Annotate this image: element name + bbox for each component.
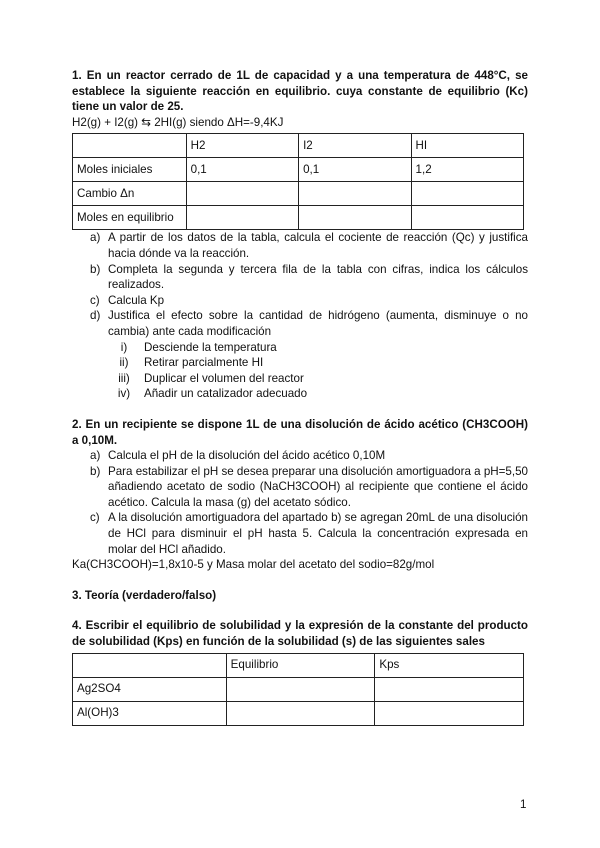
- list-item: [72, 448, 528, 464]
- sub-item-marker: i): [120, 340, 128, 354]
- sub-item-text: Retirar parcialmente HI: [144, 356, 264, 370]
- list-item: [72, 293, 528, 309]
- q1-equation: H2(g) + I2(g) ⇆ 2HI(g) siendo ΔH=-9,4KJ: [72, 115, 284, 129]
- page-number: 1: [520, 798, 527, 811]
- item-marker: b): [90, 262, 101, 276]
- table-row: [73, 701, 524, 725]
- table-cell: [375, 701, 524, 725]
- list-item: [72, 464, 528, 511]
- table-cell: 1,2: [411, 158, 523, 182]
- q1-title: 1. En un reactor cerrado de 1L de capacidad y a una temperatura de 448°C, se establece la siguiente reacción en equilibrio. cuya constante de equilibrio (Kc) tiene un valor de 25.: [72, 69, 528, 114]
- sub-item-marker: iii): [118, 371, 130, 385]
- table-cell: [299, 206, 411, 230]
- table-cell: [375, 677, 524, 701]
- table-row: [73, 182, 524, 206]
- sub-item: [72, 386, 528, 402]
- table-row: [73, 677, 524, 701]
- q4-table: [72, 653, 524, 726]
- table-cell: 0,1: [299, 158, 411, 182]
- item-text: Justifica el efecto sobre la cantidad de hidrógeno (aumenta, disminuye o no cambia) ante cada modificación: [108, 309, 528, 338]
- sub-item: [72, 355, 528, 371]
- q2-title: 2. En un recipiente se dispone 1L de una disolución de ácido acético (CH3COOH) a 0,10M.: [72, 417, 528, 447]
- table-cell: [411, 182, 523, 206]
- table-cell: [186, 206, 298, 230]
- sub-item: [72, 371, 528, 387]
- item-text: A la disolución amortiguadora del apartado b) se agregan 20mL de una disolución de HCl para disminuir el pH hasta 5. Calcula la concentración expresada en molar del HCl añadido.: [108, 511, 528, 556]
- table-cell: [73, 653, 227, 677]
- list-item: [72, 308, 528, 339]
- item-text: Calcula el pH de la disolución del ácido acético 0,10M: [108, 449, 386, 463]
- table-cell: I2: [299, 134, 411, 158]
- table-cell: [186, 182, 298, 206]
- table-cell: [73, 134, 187, 158]
- list-item: [72, 262, 528, 293]
- q4-title: 4. Escribir el equilibrio de solubilidad y la expresión de la constante del producto de solubilidad (Kps) en función de la solubilidad (s) de las siguientes sales: [72, 619, 528, 649]
- table-cell: H2: [186, 134, 298, 158]
- sub-item-text: Añadir un catalizador adecuado: [144, 387, 308, 401]
- table-cell: [411, 206, 523, 230]
- table-row: [73, 206, 524, 230]
- table-cell: Ag2SO4: [73, 677, 227, 701]
- q1-items: [72, 230, 528, 402]
- table-row: [73, 158, 524, 182]
- table-cell: Equilibrio: [226, 653, 375, 677]
- table-cell: Kps: [375, 653, 524, 677]
- item-marker: a): [90, 449, 101, 463]
- table-cell: [226, 701, 375, 725]
- item-marker: b): [90, 464, 101, 478]
- q1-table: [72, 133, 524, 230]
- q2-items: [72, 448, 528, 557]
- sub-item-marker: ii): [119, 356, 129, 370]
- table-cell: HI: [411, 134, 523, 158]
- sub-item-text: Duplicar el volumen del reactor: [144, 371, 304, 385]
- document-page: [72, 68, 528, 726]
- table-cell: 0,1: [186, 158, 298, 182]
- table-cell: Moles en equilibrio: [73, 206, 187, 230]
- table-cell: Cambio Δn: [73, 182, 187, 206]
- item-marker: c): [90, 511, 100, 525]
- table-cell: [299, 182, 411, 206]
- item-marker: c): [90, 293, 100, 307]
- table-header-row: [73, 134, 524, 158]
- table-header-row: [73, 653, 524, 677]
- sub-item: [72, 340, 528, 356]
- item-marker: d): [90, 309, 101, 323]
- q2-data-line: Ka(CH3COOH)=1,8x10-5 y Masa molar del acetato del sodio=82g/mol: [72, 558, 435, 572]
- sub-item-marker: iv): [117, 387, 131, 401]
- sub-item-text: Desciende la temperatura: [144, 340, 277, 354]
- q3-title: 3. Teoría (verdadero/falso): [72, 588, 217, 602]
- item-text: Completa la segunda y tercera fila de la tabla con cifras, indica los cálculos realizados.: [108, 262, 528, 292]
- item-text: Calcula Kp: [108, 293, 165, 307]
- table-cell: [226, 677, 375, 701]
- list-item: [72, 230, 528, 261]
- list-item: [72, 510, 528, 557]
- item-text: Para estabilizar el pH se desea preparar una disolución amortiguadora a pH=5,50 añadiendo acetato de sodio (NaCH3COOH) al recipiente que contiene el ácido acético. Calcula la masa (g) del acetato sódico.: [108, 464, 528, 509]
- table-cell: Al(OH)3: [73, 701, 227, 725]
- item-text: A partir de los datos de la tabla, calcula el cociente de reacción (Qc) y justifica hacia dónde va la reacción.: [108, 231, 528, 260]
- item-marker: a): [90, 231, 101, 245]
- table-cell: Moles iniciales: [73, 158, 187, 182]
